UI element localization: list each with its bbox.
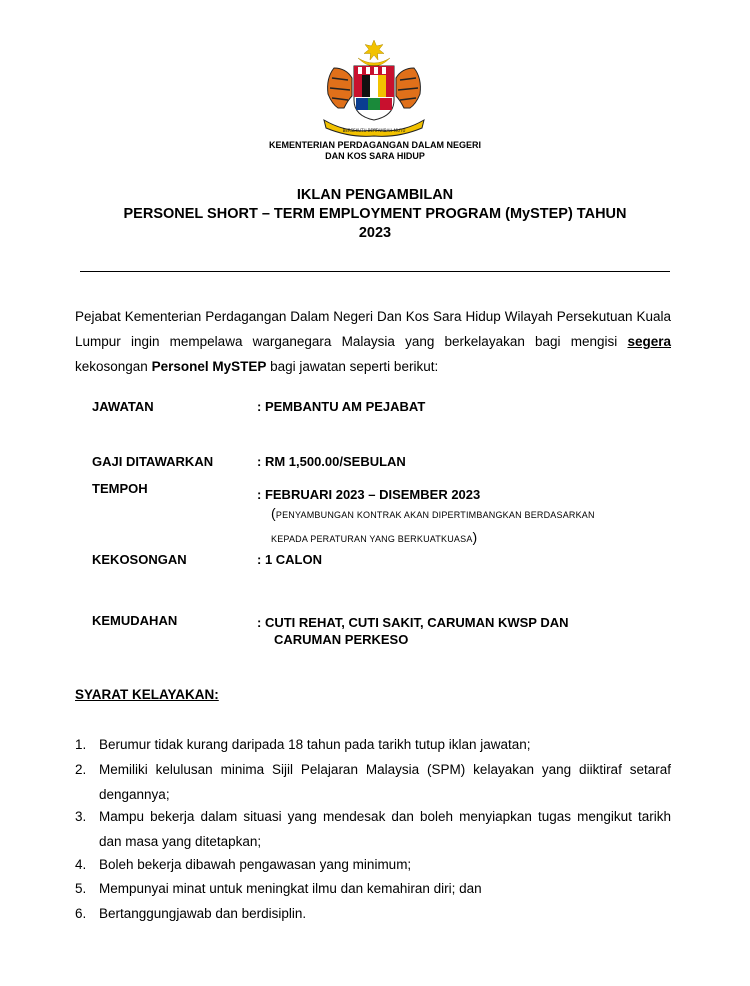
kemudahan-value-line2: CARUMAN PERKESO bbox=[274, 632, 409, 647]
ad-title: IKLAN PENGAMBILAN bbox=[296, 187, 454, 203]
segera-emphasis: segera bbox=[627, 334, 671, 349]
list-item bbox=[75, 876, 671, 901]
list-number: 1. bbox=[75, 737, 87, 752]
list-number: 5. bbox=[75, 881, 87, 896]
list-text: Boleh bekerja dibawah pengawasan yang minimum; bbox=[99, 857, 412, 872]
list-item bbox=[75, 804, 671, 854]
list-text: Berumur tidak kurang daripada 18 tahun pada tarikh tutup iklan jawatan; bbox=[99, 737, 531, 752]
malaysia-coat-of-arms-icon bbox=[318, 38, 430, 138]
intro-text: Pejabat Kementerian Perdagangan Dalam Negeri Dan Kos Sara Hidup Wilayah Persekutuan Kuala Lumpur ingin mempelawa warganegara Malaysia yang berkelayakan bagi mengisi bbox=[75, 309, 671, 349]
ad-year: 2023 bbox=[358, 225, 392, 241]
list-text: Bertanggungjawab dan berdisiplin. bbox=[99, 906, 307, 921]
list-number: 4. bbox=[75, 857, 87, 872]
tempoh-note-line1: (PENYAMBUNGAN KONTRAK AKAN DIPERTIMBANGKAN BERDASARKAN bbox=[271, 505, 595, 521]
kekosongan-label: KEKOSONGAN bbox=[92, 552, 187, 567]
jawatan-label: JAWATAN bbox=[92, 399, 154, 414]
jawatan-value: : PEMBANTU AM PEJABAT bbox=[257, 399, 426, 414]
personel-mystep-emphasis: Personel MySTEP bbox=[151, 359, 267, 374]
kemudahan-label: KEMUDAHAN bbox=[92, 613, 178, 628]
kekosongan-value: : 1 CALON bbox=[257, 552, 322, 567]
tempoh-note-text: PENYAMBUNGAN KONTRAK AKAN DIPERTIMBANGKAN BERDASARKAN bbox=[275, 510, 595, 520]
list-number: 6. bbox=[75, 906, 87, 921]
list-number: 2. bbox=[75, 762, 87, 777]
list-number: 3. bbox=[75, 809, 87, 824]
intro-text: kekosongan bbox=[75, 359, 152, 374]
list-item bbox=[75, 757, 671, 807]
list-text: Mempunyai minat untuk meningkat ilmu dan kemahiran diri; dan bbox=[99, 881, 482, 896]
gaji-label: GAJI DITAWARKAN bbox=[92, 454, 214, 469]
intro-paragraph bbox=[75, 304, 671, 379]
ad-subtitle: PERSONEL SHORT – TERM EMPLOYMENT PROGRAM (MySTEP) TAHUN bbox=[123, 206, 627, 222]
crest-motto: BERSEKUTU BERTAMBAH MUTU bbox=[342, 128, 406, 133]
tempoh-label: TEMPOH bbox=[92, 481, 148, 496]
kemudahan-value-line1: : CUTI REHAT, CUTI SAKIT, CARUMAN KWSP DAN bbox=[257, 615, 569, 630]
list-text: Mampu bekerja dalam situasi yang mendesak dan boleh menyiapkan tugas mengikut tarikh dan masa yang ditetapkan; bbox=[99, 809, 671, 849]
tempoh-note-text: KEPADA PERATURAN YANG BERKUATKUASA bbox=[271, 534, 473, 544]
intro-text: bagi jawatan seperti berikut: bbox=[266, 359, 439, 374]
list-item bbox=[75, 852, 671, 877]
tempoh-note-line2: KEPADA PERATURAN YANG BERKUATKUASA) bbox=[271, 529, 478, 545]
list-item bbox=[75, 732, 671, 757]
tempoh-value: : FEBRUARI 2023 – DISEMBER 2023 bbox=[257, 487, 481, 502]
syarat-heading: SYARAT KELAYAKAN: bbox=[75, 687, 219, 702]
list-item bbox=[75, 901, 671, 926]
list-text: Memiliki kelulusan minima Sijil Pelajaran Malaysia (SPM) kelayakan yang diiktiraf setaraf dengannya; bbox=[99, 762, 671, 802]
ministry-name-line2: DAN KOS SARA HIDUP bbox=[325, 151, 425, 161]
ministry-name-line1: KEMENTERIAN PERDAGANGAN DALAM NEGERI bbox=[268, 140, 481, 150]
divider bbox=[80, 271, 670, 272]
gaji-value: : RM 1,500.00/SEBULAN bbox=[257, 454, 406, 469]
